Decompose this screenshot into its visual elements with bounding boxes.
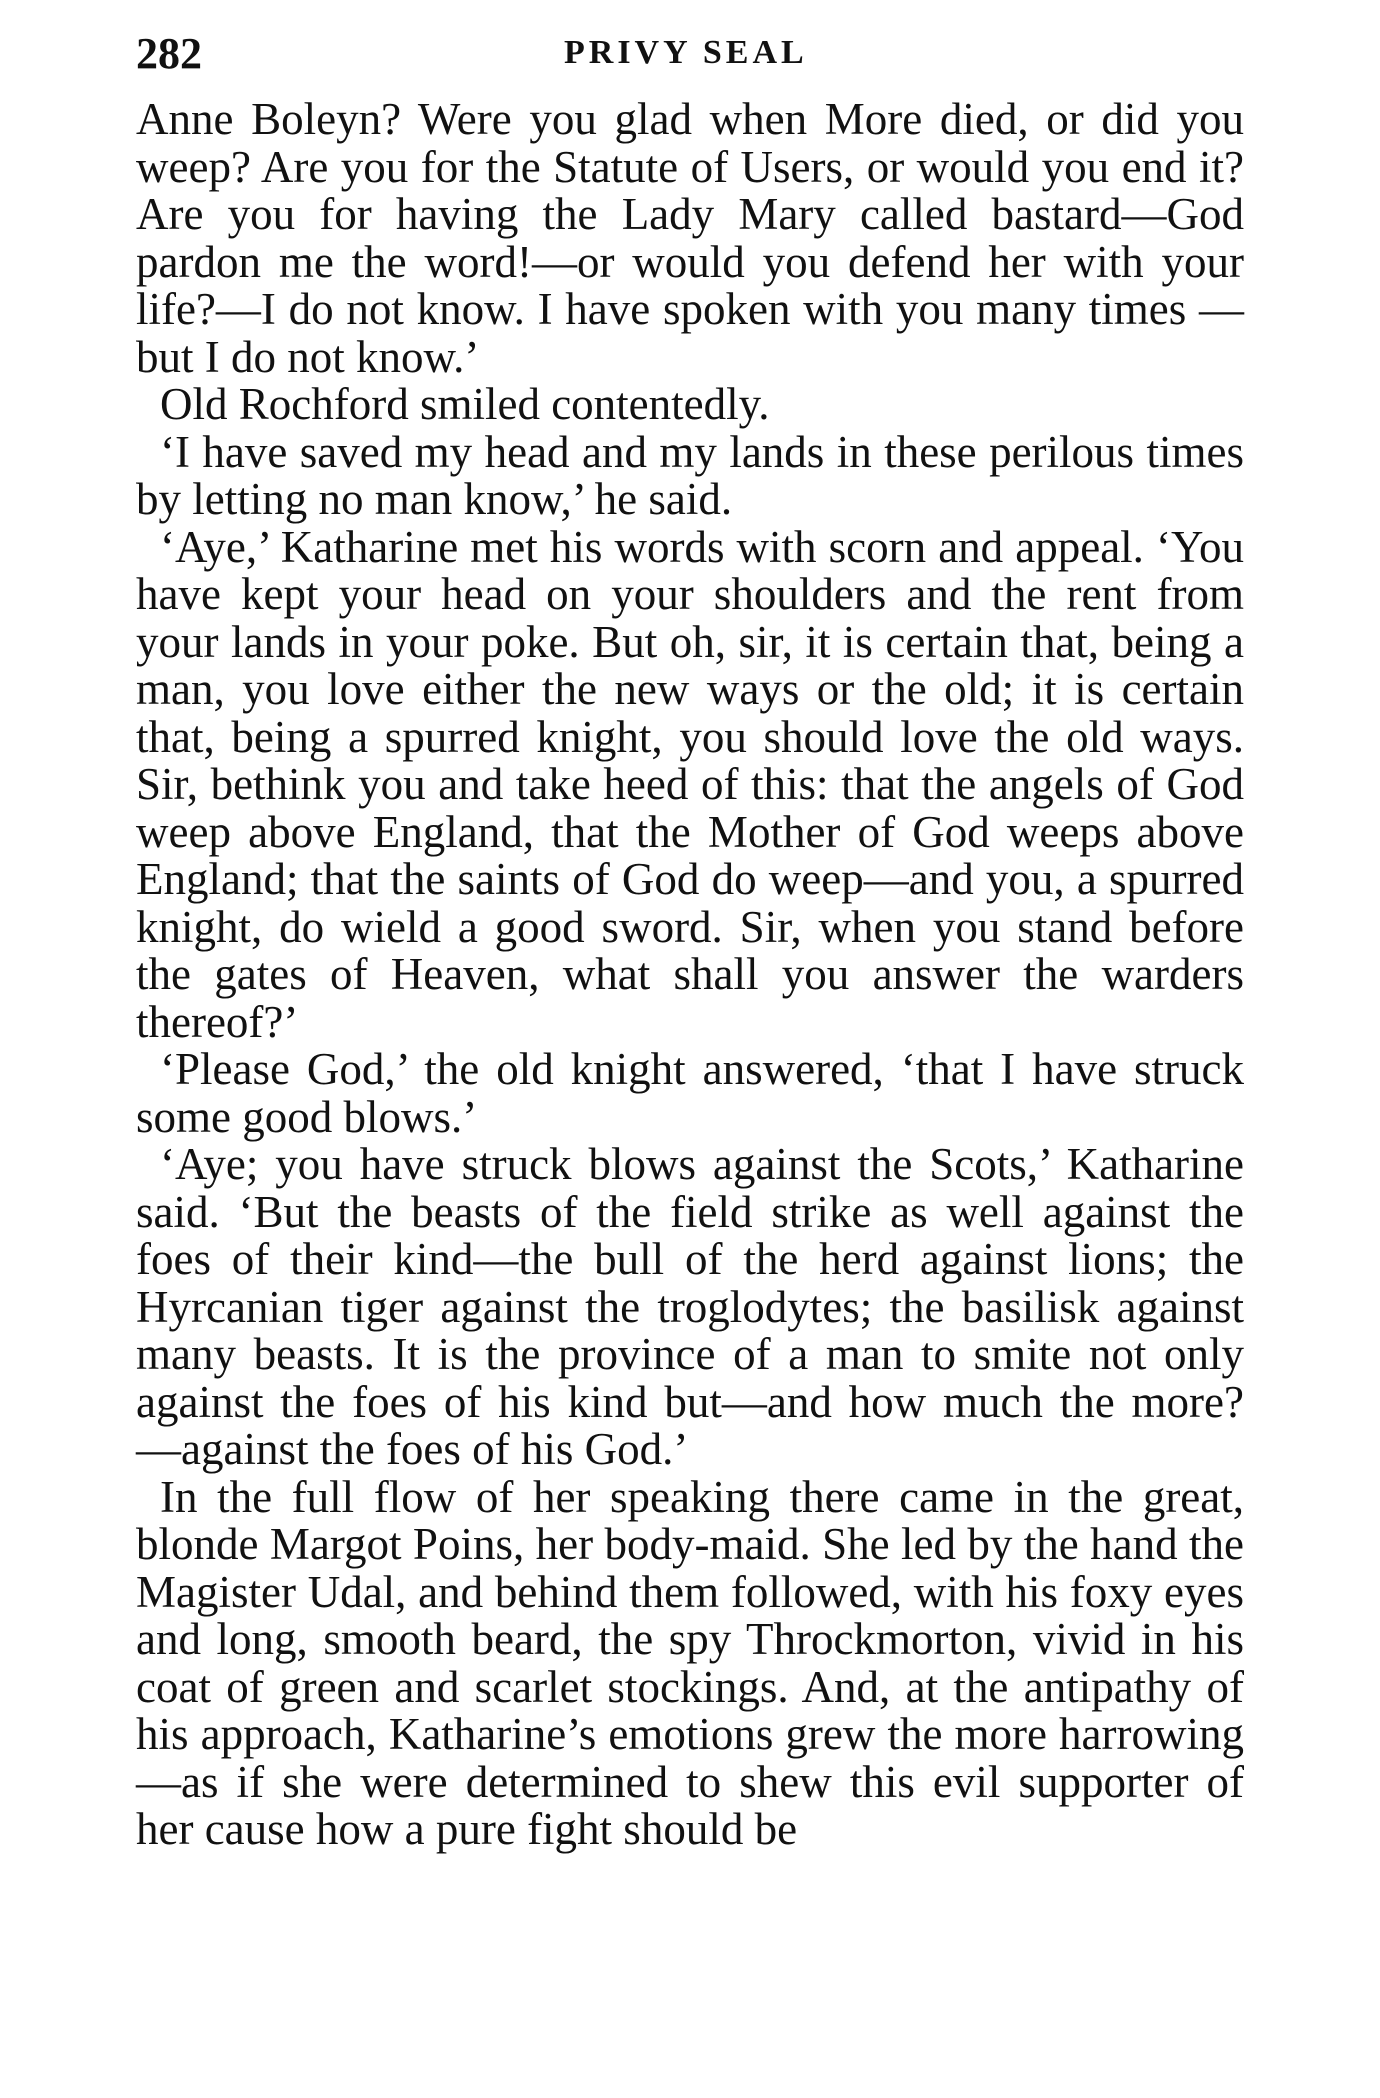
paragraph: Old Rochford smiled contentedly. bbox=[160, 379, 770, 429]
paragraph: Anne Boleyn? Were you glad when More died, or did you weep? Are you for the Statute of Users, or would you end it? Are you for having the Lady Mary called bastard—God pardon me the word!—or would you defend her with your life?—I do not know. I have spoken with you many times —but I do not know.’ bbox=[136, 94, 1244, 382]
body-text bbox=[136, 96, 1244, 1854]
page-header bbox=[136, 28, 1244, 88]
paragraph: ‘Aye; you have struck blows against the Scots,’ Katharine said. ‘But the beasts of the field strike as well against the foes of their kind—the bull of the herd against lions; the Hyrcanian tiger against the troglodytes; the basilisk against many beasts. It is the province of a man to smite not only against the foes of his kind but—and how much the more? —against the foes of his God.’ bbox=[136, 1139, 1244, 1474]
page-number: 282 bbox=[136, 29, 202, 78]
running-title: PRIVY SEAL bbox=[564, 34, 808, 71]
paragraph: ‘Aye,’ Katharine met his words with scorn and appeal. ‘You have kept your head on your shoulders and the rent from your lands in your poke. But oh, sir, it is certain that, being a man, you love either the new ways or the old; it is certain that, being a spurred knight, you should love the old ways. Sir, bethink you and take heed of this: that the angels of God weep above England, that the Mother of God weeps above England; that the saints of God do weep—and you, a spurred knight, do wield a good sword. Sir, when you stand before the gates of Heaven, what shall you answer the warders thereof?’ bbox=[136, 521, 1244, 1047]
paragraph: ‘Please God,’ the old knight answered, ‘that I have struck some good blows.’ bbox=[136, 1044, 1244, 1142]
paragraph: In the full flow of her speaking there came in the great, blonde Margot Poins, her body-maid. She led by the hand the Magister Udal, and behind them followed, with his foxy eyes and long, smooth beard, the spy Throckmorton, vivid in his coat of green and scarlet stockings. And, at the antipathy of his approach, Katharine’s emotions grew the more harrowing—as if she were determined to shew this evil supporter of her cause how a pure fight should be bbox=[136, 1471, 1244, 1854]
paragraph: ‘I have saved my head and my lands in these perilous times by letting no man know,’ he said. bbox=[136, 426, 1244, 524]
